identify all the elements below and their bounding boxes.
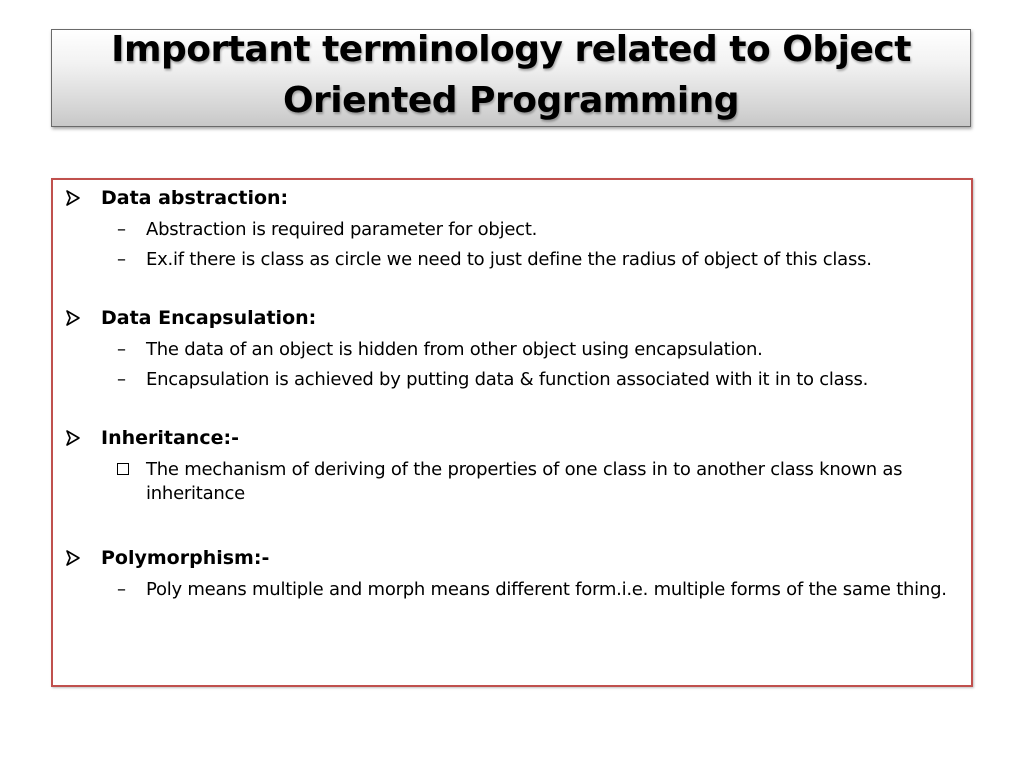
slide-title: Important terminology related to Object Oriented Programming <box>111 29 911 121</box>
dash-bullet-icon: – <box>117 249 126 270</box>
arrow-bullet-icon <box>65 426 85 454</box>
list-item-text: The data of an object is hidden from other object using encapsulation. <box>146 339 763 360</box>
dash-bullet-icon: – <box>117 579 126 600</box>
dash-bullet-icon: – <box>117 369 126 390</box>
title-box <box>51 29 971 127</box>
section-heading: Polymorphism:- <box>101 547 270 569</box>
section-heading: Data Encapsulation: <box>101 307 317 329</box>
checkbox-bullet-icon <box>117 463 129 475</box>
arrow-bullet-icon <box>65 186 85 214</box>
section-heading: Inheritance:- <box>101 427 239 449</box>
list-item-text: Encapsulation is achieved by putting data & function associated with it in to class. <box>146 369 869 390</box>
arrow-bullet-icon <box>65 306 85 334</box>
dash-bullet-icon: – <box>117 219 126 240</box>
arrow-bullet-icon <box>65 546 85 574</box>
list-item-text: Ex.if there is class as circle we need to just define the radius of object of this class. <box>146 249 872 270</box>
content-box <box>51 178 973 687</box>
dash-bullet-icon: – <box>117 339 126 360</box>
list-item-text: The mechanism of deriving of the properties of one class in to another class known as inheritance <box>146 459 903 504</box>
section-heading: Data abstraction: <box>101 187 289 209</box>
list-item-text: Abstraction is required parameter for object. <box>146 219 538 240</box>
list-item-text: Poly means multiple and morph means different form.i.e. multiple forms of the same thing. <box>146 579 947 600</box>
